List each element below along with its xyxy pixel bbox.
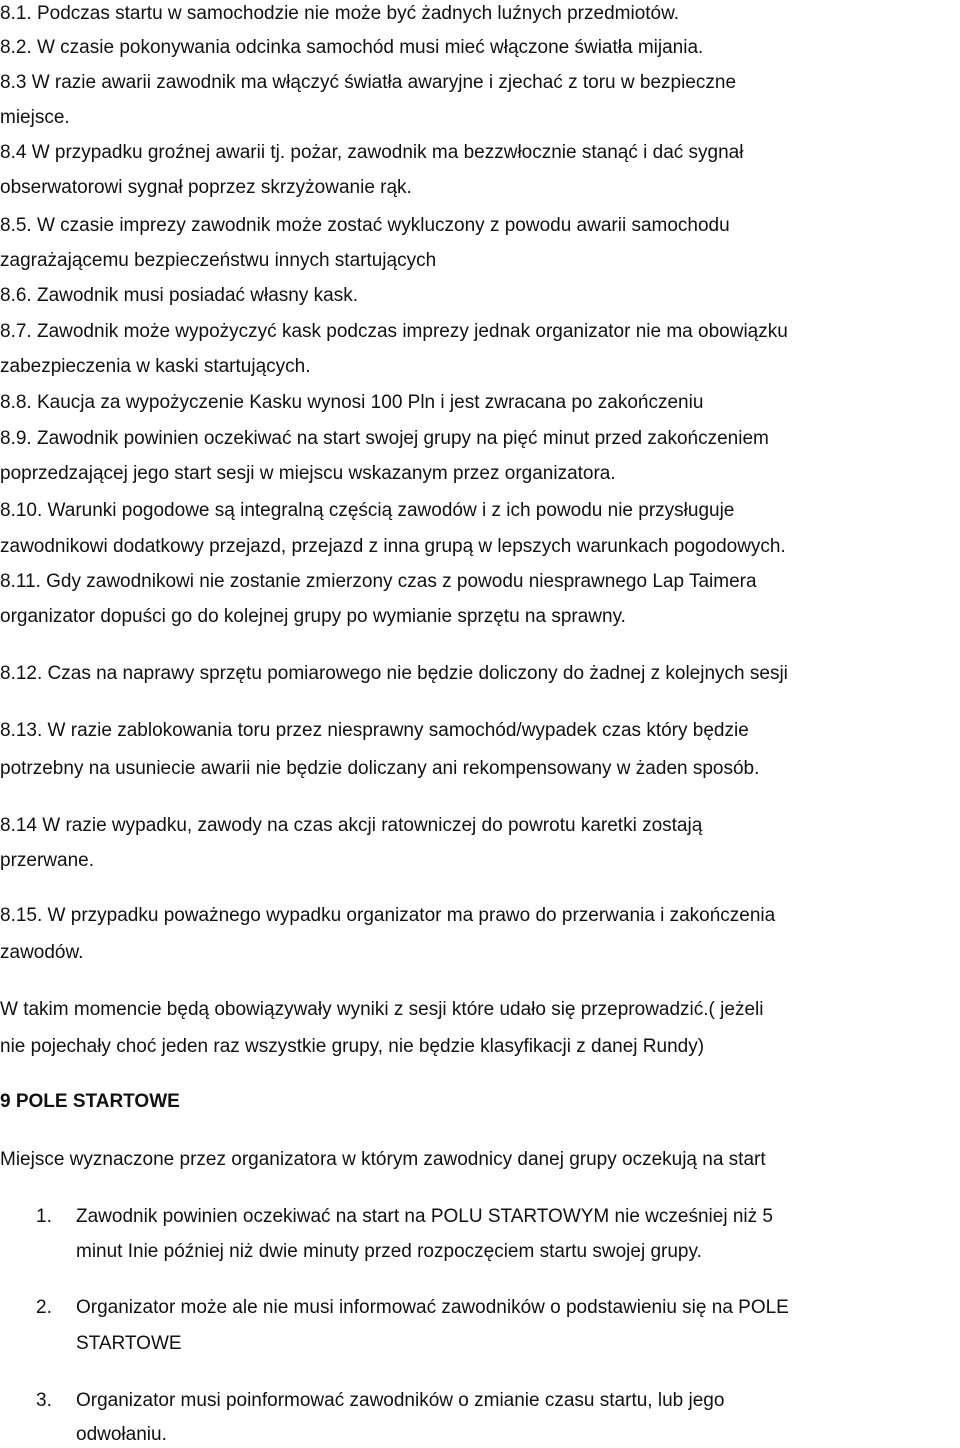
rule-8-8: 8.8. Kaucja za wypożyczenie Kasku wynosi 100 Pln i jest zwracana po zakończeniu <box>0 392 704 413</box>
rule-8-12: 8.12. Czas na naprawy sprzętu pomiarowego nie będzie doliczony do żadnej z kolejnych sesji <box>0 663 788 684</box>
section-heading: 9 POLE STARTOWE <box>0 1091 180 1112</box>
rule-8-11-line1: 8.11. Gdy zawodnikowi nie zostanie zmierzony czas z powodu niesprawnego Lap Taimera <box>0 571 757 592</box>
rule-8-7-line1: 8.7. Zawodnik może wypożyczyć kask podczas imprezy jednak organizator nie ma obowiązku <box>0 321 788 342</box>
list-item-number: 2. <box>36 1297 52 1318</box>
rule-8-10-line2: zawodnikowi dodatkowy przejazd, przejazd z inna grupą w lepszych warunkach pogodowych. <box>0 536 786 557</box>
rule-8-15-line2: zawodów. <box>0 942 84 963</box>
rule-8-3-line1: 8.3 W razie awarii zawodnik ma włączyć światła awaryjne i zjechać z toru w bezpieczne <box>0 72 737 93</box>
rule-8-14-line2: przerwane. <box>0 850 94 871</box>
rule-8-5-line2: zagrażającemu bezpieczeństwu innych startujących <box>0 250 437 271</box>
rule-8-3-line2: miejsce. <box>0 107 70 128</box>
rule-8-13-line2: potrzebny na usuniecie awarii nie będzie doliczany ani rekompensowany w żaden sposób. <box>0 758 760 779</box>
rule-8-14-line1: 8.14 W razie wypadku, zawody na czas akcji ratowniczej do powrotu karetki zostają <box>0 815 703 836</box>
list-item-text-line1: Zawodnik powinien oczekiwać na start na POLU STARTOWYM nie wcześniej niż 5 <box>76 1206 773 1227</box>
rule-8-4-line2: obserwatorowi sygnał poprzez skrzyżowanie rąk. <box>0 177 412 198</box>
list-item-text-line2: odwołaniu. <box>76 1424 167 1445</box>
list-item-text-line2: STARTOWE <box>76 1333 182 1354</box>
section-intro: Miejsce wyznaczone przez organizatora w którym zawodnicy danej grupy oczekują na start <box>0 1149 766 1170</box>
rule-8-1: 8.1. Podczas startu w samochodzie nie może być żadnych luźnych przedmiotów. <box>0 3 680 24</box>
results-note-line1: W takim momencie będą obowiązywały wyniki z sesji które udało się przeprowadzić.( jeżeli <box>0 999 764 1020</box>
rule-8-6: 8.6. Zawodnik musi posiadać własny kask. <box>0 285 358 306</box>
rule-8-9-line2: poprzedzającej jego start sesji w miejscu wskazanym przez organizatora. <box>0 463 616 484</box>
rule-8-13-line1: 8.13. W razie zablokowania toru przez niesprawny samochód/wypadek czas który będzie <box>0 720 749 741</box>
rule-8-2: 8.2. W czasie pokonywania odcinka samochód musi mieć włączone światła mijania. <box>0 37 704 58</box>
list-item-number: 3. <box>36 1390 52 1411</box>
rule-8-15-line1: 8.15. W przypadku poważnego wypadku organizator ma prawo do przerwania i zakończenia <box>0 905 776 926</box>
rule-8-9-line1: 8.9. Zawodnik powinien oczekiwać na start swojej grupy na pięć minut przed zakończeniem <box>0 428 769 449</box>
list-item-number: 1. <box>36 1206 52 1227</box>
rule-8-4-line1: 8.4 W przypadku groźnej awarii tj. pożar, zawodnik ma bezzwłocznie stanąć i dać sygnał <box>0 142 744 163</box>
list-item-text-line1: Organizator może ale nie musi informować zawodników o podstawieniu się na POLE <box>76 1297 789 1318</box>
rule-8-5-line1: 8.5. W czasie imprezy zawodnik może zostać wykluczony z powodu awarii samochodu <box>0 215 730 236</box>
list-item-text-line2: minut Inie później niż dwie minuty przed rozpoczęciem startu swojej grupy. <box>76 1241 702 1262</box>
rule-8-11-line2: organizator dopuści go do kolejnej grupy po wymianie sprzętu na sprawny. <box>0 606 626 627</box>
results-note-line2: nie pojechały choć jeden raz wszystkie grupy, nie będzie klasyfikacji z danej Rundy) <box>0 1036 705 1057</box>
rule-8-10-line1: 8.10. Warunki pogodowe są integralną częścią zawodów i z ich powodu nie przysługuje <box>0 500 735 521</box>
rule-8-7-line2: zabezpieczenia w kaski startujących. <box>0 356 311 377</box>
list-item-text-line1: Organizator musi poinformować zawodników o zmianie czasu startu, lub jego <box>76 1390 725 1411</box>
